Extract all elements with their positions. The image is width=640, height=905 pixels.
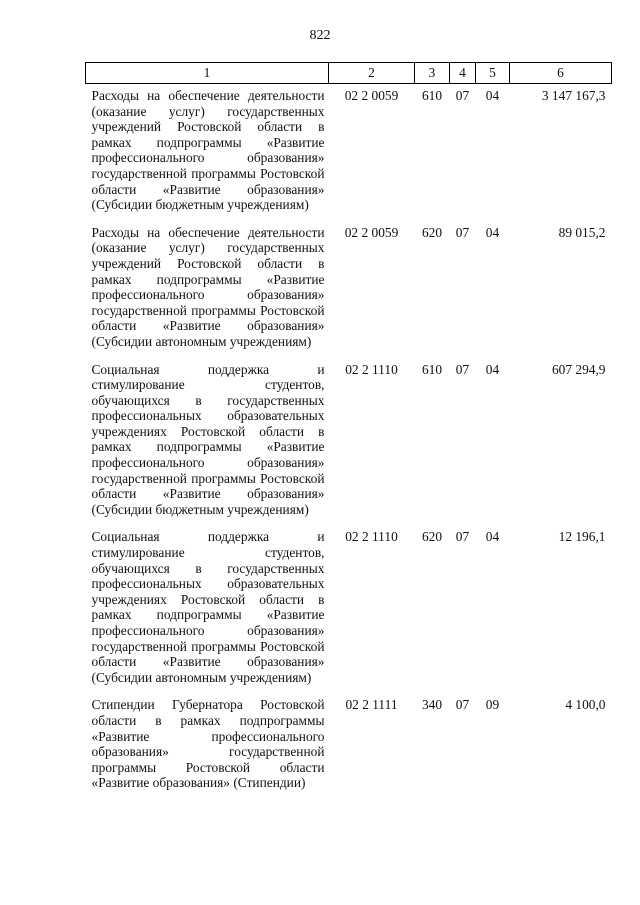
row-description: Социальная поддержка и стимулирование студентов, обучающихся в государственных профессиональных образовательных учреждениях Ростовской области в рамках подпрограммы «Развитие профессионального образования» государственной программы Ростовской области «Развитие образования» (Субсидии бюджетным учреждениям) [91, 361, 325, 517]
row-code: 02 2 1110 [345, 529, 398, 545]
row-code: 02 2 0059 [344, 88, 399, 103]
row-amount: 12 196,1 [558, 529, 606, 545]
row-code: 02 2 0059 [344, 224, 399, 240]
row-col5: 04 [485, 88, 500, 103]
row-amount: 3 147 167,3 [541, 88, 606, 103]
row-description: Стипендии Губернатора Ростовской области в рамках подпрограммы «Развитие профессионального образования» государственной программы Ростовской области «Развитие образования» (Стипендии) [91, 697, 325, 791]
table-body [86, 84, 612, 799]
header-col-6: 6 [510, 63, 612, 84]
table-header [86, 63, 612, 84]
row-code: 02 2 1110 [345, 361, 398, 377]
row-col3: 610 [421, 361, 443, 377]
row-col5: 04 [485, 529, 500, 545]
row-col4: 07 [455, 697, 470, 713]
table-row [86, 84, 612, 221]
row-amount: 4 100,0 [565, 697, 606, 713]
row-col3: 340 [421, 697, 443, 713]
row-col4: 07 [455, 88, 470, 103]
row-col4: 07 [455, 224, 470, 240]
header-col-4: 4 [450, 63, 476, 84]
row-col4: 07 [455, 361, 470, 377]
row-col3: 620 [421, 224, 443, 240]
row-description: Расходы на обеспечение деятельности (оказание услуг) государственных учреждений Ростовской области в рамках подпрограммы «Развитие профессионального образования» государственной программы Ростовской области «Развитие образования» (Субсидии автономным учреждениям) [91, 224, 325, 349]
row-col5: 04 [485, 361, 500, 377]
table-row [86, 693, 612, 799]
row-col5: 09 [485, 697, 500, 713]
table-row [86, 221, 612, 358]
header-col-3: 3 [415, 63, 450, 84]
row-col5: 04 [485, 224, 500, 240]
row-description: Расходы на обеспечение деятельности (оказание услуг) государственных учреждений Ростовской области в рамках подпрограммы «Развитие профессионального образования» государственной программы Ростовской области «Развитие образования» (Субсидии бюджетным учреждениям) [91, 88, 325, 213]
table-row [86, 525, 612, 693]
row-amount: 607 294,9 [551, 361, 606, 377]
row-code: 02 2 1111 [345, 697, 398, 713]
budget-table [85, 62, 612, 799]
row-col3: 620 [421, 529, 443, 545]
header-col-2: 2 [329, 63, 415, 84]
row-col4: 07 [455, 529, 470, 545]
header-row [86, 63, 612, 84]
page-number: 822 [309, 28, 331, 43]
row-amount: 89 015,2 [558, 224, 606, 240]
header-col-1: 1 [86, 63, 329, 84]
row-col3: 610 [421, 88, 443, 103]
row-description: Социальная поддержка и стимулирование студентов, обучающихся в государственных профессиональных образовательных учреждениях Ростовской области в рамках подпрограммы «Развитие профессионального образования» государственной программы Ростовской области «Развитие образования» (Субсидии автономным учреждениям) [91, 529, 325, 685]
table-row [86, 358, 612, 526]
header-col-5: 5 [476, 63, 510, 84]
